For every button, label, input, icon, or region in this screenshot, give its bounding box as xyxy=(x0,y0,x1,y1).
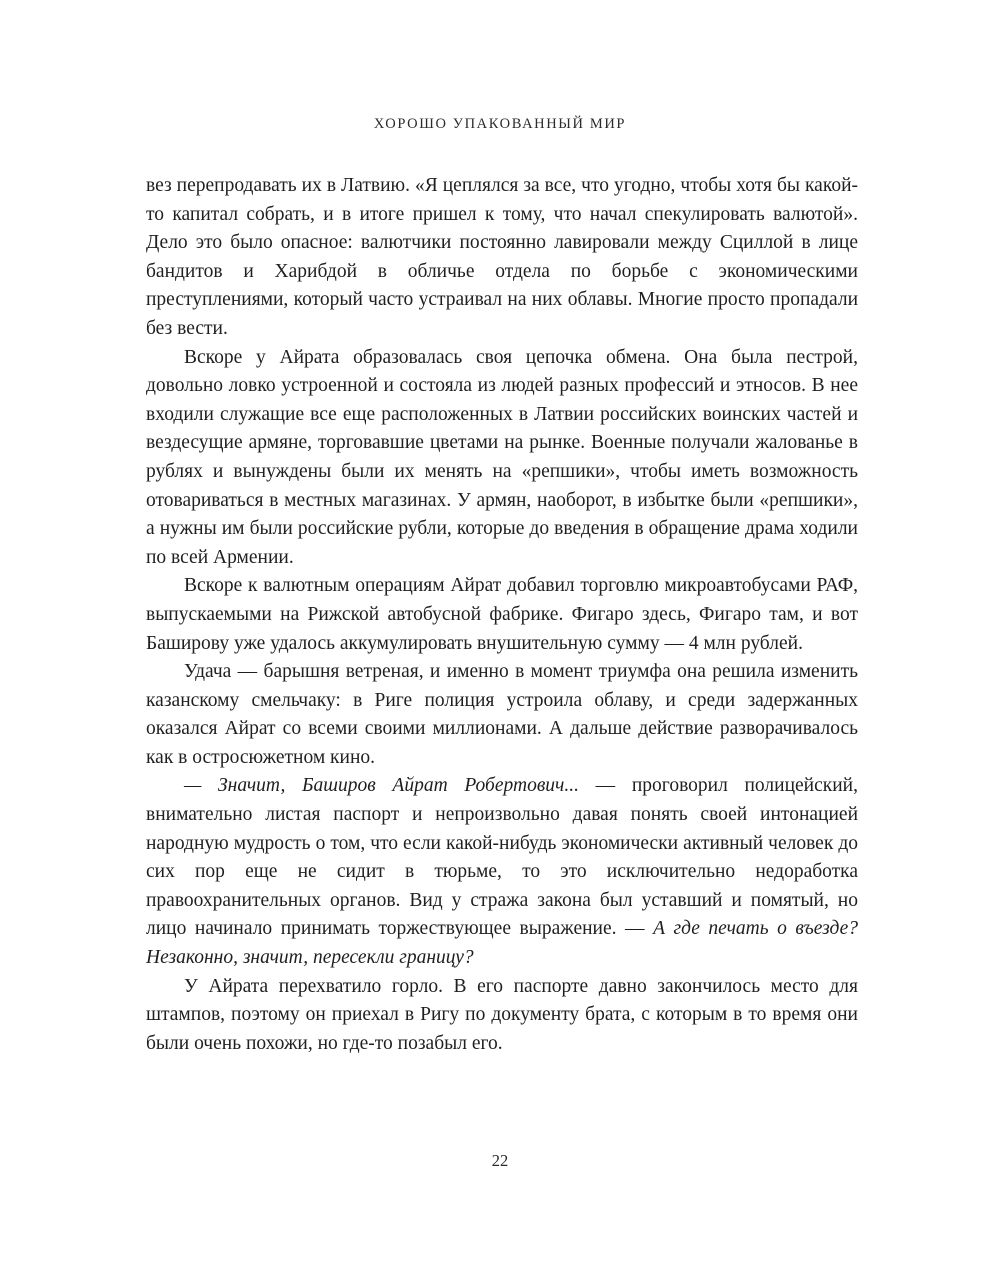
paragraph xyxy=(146,172,858,344)
paragraph xyxy=(146,973,858,1059)
paragraph-text: У Айрата перехватило горло. В его паспорте давно закончилось место для штампов, поэтому он приехал в Ригу по документу брата, с которым в то время они были очень похожи, но где-то позабыл его. xyxy=(146,975,858,1054)
page-body xyxy=(146,172,858,1058)
page-number: 22 xyxy=(491,1151,509,1170)
paragraph-text: вез перепродавать их в Латвию. «Я цеплялся за все, что угодно, чтобы хотя бы какой-то капитал собрать, и в итоге пришел к тому, что начал спекулировать валютой». Дело это было опасное: валютчики постоянно лавировали между Сциллой в лице бандитов и Харибдой в обличье отдела по борьбе с экономическими преступлениями, который часто устраивал на них облавы. Многие просто пропадали без вести. xyxy=(146,175,858,339)
paragraph-dialogue xyxy=(146,772,858,972)
running-title: ХОРОШО УПАКОВАННЫЙ МИР xyxy=(373,116,627,132)
paragraph xyxy=(146,344,858,573)
dialogue-narration-text: — проговорил полицейский, внимательно листая паспорт и непроизвольно давая понять своей интонацией народную мудрость о том, что если какой-нибудь экономически активный человек до сих пор еще не сидит в тюрьме, то это исключительно недоработка правоохранительных органов. Вид у стража закона был уставший и помятый, но лицо начинало принимать торжествующее выражение. — xyxy=(146,775,858,940)
paragraph-text: Удача — барышня ветреная, и именно в момент триумфа она решила изменить казанскому смельчаку: в Риге полиция устроила облаву, и среди задержанных оказался Айрат со всеми своими миллионами. А дальше действие разворачивалось как в остросюжетном кино. xyxy=(146,661,858,768)
paragraph xyxy=(146,658,858,772)
paragraph-text: Вскоре у Айрата образовалась своя цепочка обмена. Она была пестрой, довольно ловко устроенной и состояла из людей разных профессий и этносов. В нее входили служащие все еще расположенных в Латвии российских воинских частей и вездесущие армяне, торговавшие цветами на рынке. Военные получали жалованье в рублях и вынуждены были их менять на «репшики», чтобы иметь возможность отовариваться в местных магазинах. У армян, наоборот, в избытке были «репшики», а нужны им были российские рубли, которые до введения в обращение драма ходили по всей Армении. xyxy=(146,346,858,568)
dialogue-italic-text: А где печать о въезде? Незаконно, значит, пересекли границу? xyxy=(146,918,858,969)
dialogue-italic-text: — Значит, Баширов Айрат Робертович... xyxy=(184,775,579,797)
paragraph xyxy=(146,572,858,658)
paragraph-text: Вскоре к валютным операциям Айрат добавил торговлю микроавтобусами РАФ, выпускаемыми на Рижской автобусной фабрике. Фигаро здесь, Фигаро там, и вот Баширову уже удалось аккумулировать внушительную сумму — 4 млн рублей. xyxy=(146,575,858,654)
